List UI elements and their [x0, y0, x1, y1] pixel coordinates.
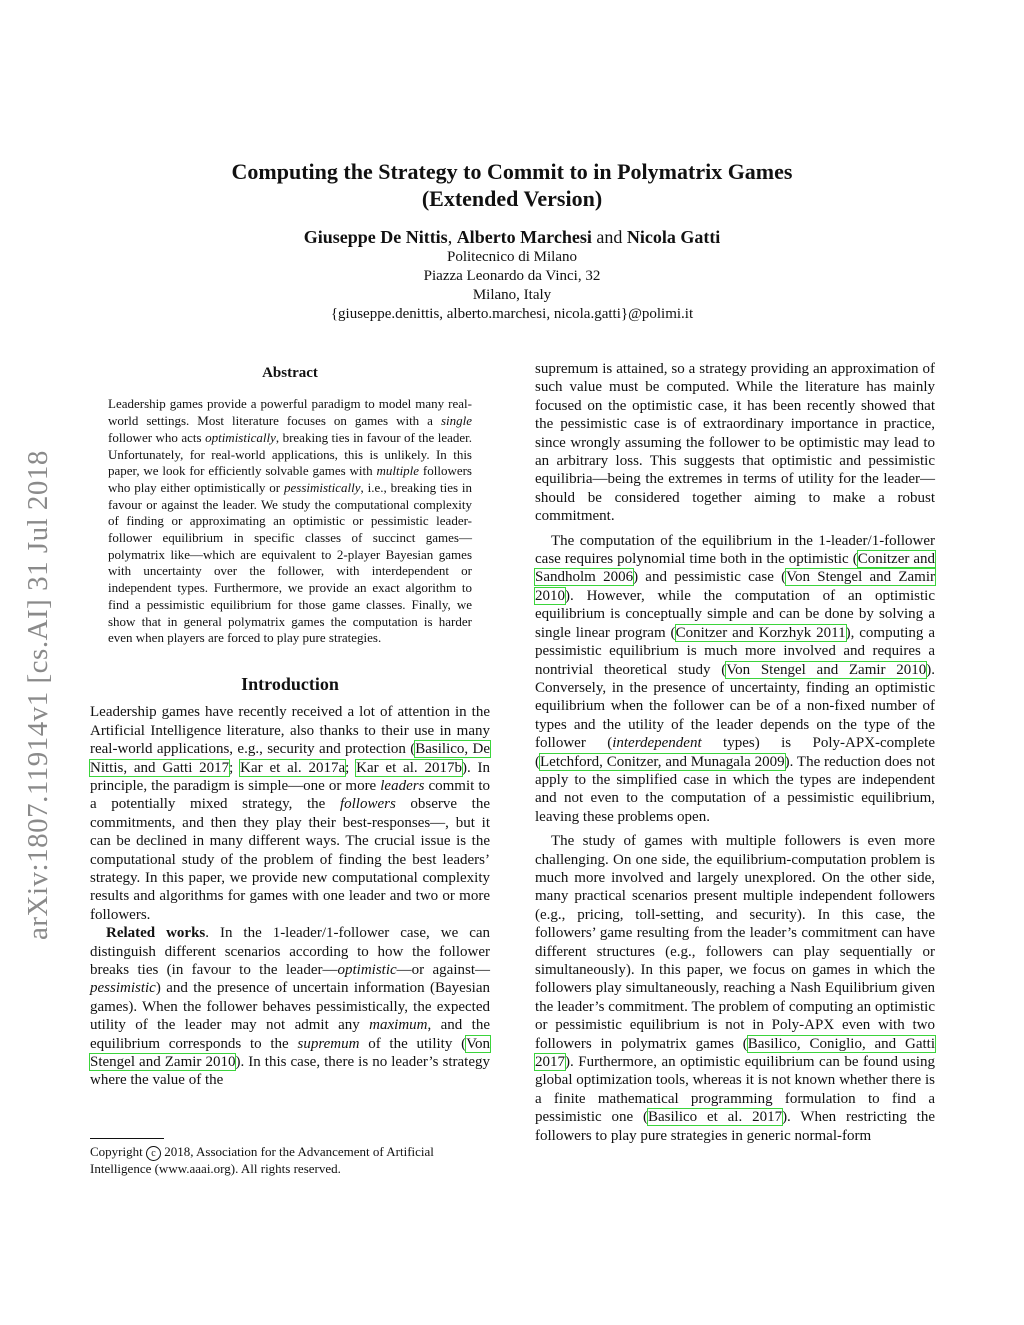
body-emph: optimistic: [337, 962, 397, 979]
affiliation-line-3: Milano, Italy: [472, 287, 552, 303]
citation-link[interactable]: Letchford, Conitzer, and Munagala 2009: [540, 753, 785, 770]
body-text: of the utility (: [359, 1035, 467, 1052]
author-and: and: [591, 227, 627, 247]
abstract-emph: multiple: [376, 463, 420, 479]
body-text: ). However, while the computation of an optimistic equilibrium is conceptually simple and can be done by solving a single linear program (: [535, 587, 935, 641]
abstract-text: , breaking ties in favour of the leader. Unfortunately, for real-world applications, this is unlikely. In this paper, we look for efficiently solvable games with: [108, 429, 473, 479]
body-text: ;: [345, 759, 357, 776]
left-column: [90, 360, 490, 1090]
body-text: observe the commitments, and then they play their best-responses—, but it can be declined in many different ways. The crucial issue is the computational study of the problem of finding the best leaders’ strategy. In this paper, we provide new computational complexity results and algorithms for games with one leader and two or more followers.: [90, 796, 490, 923]
body-emph: pessimistic: [90, 980, 156, 997]
citation-link[interactable]: Basilico, Coniglio, and Gatti 2017: [535, 1035, 935, 1071]
citation-link[interactable]: Kar et al. 2017a: [240, 759, 346, 776]
abstract-emph: optimistically: [205, 429, 276, 445]
abstract-text: followers who play either optimistically or: [108, 463, 472, 495]
citation-link[interactable]: Von Stengel and Zamir 2010: [726, 661, 927, 678]
footnote-text: 2018, Association for the Advancement of Artificial Intelligence (www.aaai.org). All rights reserved.: [90, 1144, 434, 1176]
citation-link[interactable]: Conitzer and Korzhyk 2011: [675, 624, 846, 641]
copyright-icon: c: [146, 1146, 161, 1161]
citation-link[interactable]: Kar et al. 2017b: [356, 759, 462, 776]
introduction-heading: Introduction: [241, 673, 339, 694]
body-text: ). When restricting the followers to play pure strategies in generic normal-form: [535, 1109, 935, 1144]
affiliation-line-2: Piazza Leonardo da Vinci, 32: [423, 268, 601, 284]
body-text: The study of games with multiple followers is even more challenging. On one side, the equilibrium-computation problem is much more involved and largely unexplored. On the other side, many practical scenarios present multiple independent followers (e.g., pricing, toll-setting, and security). In this case, the followers’ game resulting from the leader’s commitment can have different structures (e.g., followers can play sequentially or simultaneously). In this paper, we focus on games in which the followers play simultaneously, reaching a Nash Equilibrium given the leader’s commitment. The problem of computing an optimistic or pessimistic equilibrium is not in Poly-APX even with two followers in polymatrix games (: [535, 833, 935, 1052]
author-3: Nicola Gatti: [626, 227, 721, 247]
body-text: ), computing a pessimistic equilibrium is much more involved and requires a nontrivial theoretical study (: [535, 624, 935, 678]
body-text: commit to a potentially mixed strategy, the: [90, 777, 491, 813]
body-text: types) is Poly-APX-complete (: [535, 735, 935, 770]
run-in-heading: Related works: [106, 925, 206, 942]
body-text: The computation of the equilibrium in the 1-leader/1-follower case requires polynomial time both in the optimistic (: [535, 532, 935, 568]
body-text: ). In this case, there is no leader’s strategy where the value of the: [90, 1054, 490, 1089]
body-text: ;: [229, 759, 241, 776]
affiliation-line-1: Politecnico di Milano: [447, 249, 577, 265]
right-column: [535, 360, 935, 1145]
body-emph: maximum: [369, 1017, 428, 1034]
abstract-heading: Abstract: [262, 365, 318, 381]
title-line-1: Computing the Strategy to Commit to in Polymatrix Games: [231, 159, 793, 184]
title-line-2: (Extended Version): [421, 186, 603, 211]
body-text: ). In principle, the paradigm is simple—one or more: [90, 759, 491, 794]
right-paragraph-3: [535, 832, 935, 1145]
intro-paragraph-1: [90, 703, 490, 924]
arxiv-identifier-stamp: arXiv:1807.11914v1 [cs.AI] 31 Jul 2018: [22, 450, 54, 940]
body-text: , and the equilibrium corresponds to the: [90, 1017, 490, 1052]
right-paragraph-2: [535, 532, 935, 827]
abstract-emph: single: [440, 413, 472, 429]
citation-link[interactable]: Von Stengel and Zamir 2010: [535, 569, 936, 604]
abstract-text: , i.e., breaking ties in favour or against the leader. We study the computational complexity of finding or approximating an optimistic or pessimistic leader-follower equilibrium in specific classes of succinct games—polymatrix like—which are equivalent to 2-player Bayesian games with uncertainty over the follower, with interdependent or independent types. Furthermore, we provide an exact algorithm to find a pessimistic equilibrium for those game classes. Finally, we show that in general polymatrix games the computation is harder even when players are forced to play pure strategies.: [108, 479, 472, 646]
abstract-text: follower who acts: [108, 429, 206, 445]
paper-header: [150, 158, 874, 324]
footnote-prefix: Copyright: [90, 1144, 146, 1159]
right-paragraph-1: supremum is attained, so a strategy providing an approximation of such value must be computed. While the literature has mainly focused on the optimistic case, it has been recently showed that the pessimistic case is of extraordinary importance in practice, since wrongly assuming the follower to be optimistic may lead to an arbitrary loss. This suggests that optimistic and pessimistic equilibria—being the extremes in terms of utility for the leader—should be considered together aiming to make a robust commitment.: [535, 361, 935, 525]
body-text: . In the 1-leader/1-follower case, we can distinguish different scenarios according to how the follower breaks ties (in favour to the leader—: [90, 925, 491, 979]
copyright-footnote: [90, 1138, 490, 1178]
abstract-emph: pessimistically: [283, 479, 361, 495]
body-text: ). The reduction does not apply to the simplified case in which the types are independent and not even to the computation of a pessimistic equilibrium, leaving these problems open.: [535, 753, 935, 825]
citation-link[interactable]: Basilico, De Nittis, and Gatti 2017: [90, 741, 490, 776]
body-text: —or against—: [396, 962, 491, 979]
body-emph: followers: [339, 796, 396, 813]
body-emph: interdependent: [612, 735, 702, 752]
body-emph: supremum: [297, 1035, 360, 1052]
author-2: Alberto Marchesi: [456, 227, 592, 247]
abstract-body: [108, 396, 472, 647]
citation-link[interactable]: Von Stengel and Zamir 2010: [90, 1035, 491, 1071]
intro-paragraph-2: [90, 924, 490, 1090]
body-text: ) and the presence of uncertain information (Bayesian games). When the follower behaves pessimistically, the expected utility of the leader may not admit any: [90, 980, 490, 1034]
body-emph: leaders: [380, 777, 425, 794]
abstract-text: Leadership games provide a powerful paradigm to model many real-world settings. Most literature focuses on games with a: [108, 396, 472, 429]
author-emails: {giuseppe.denittis, alberto.marchesi, nicola.gatti}@polimi.it: [330, 306, 694, 322]
paper-title: [150, 158, 874, 212]
body-text: ). Furthermore, an optimistic equilibrium can be found using global optimization tools, whereas it is not known whether there is a finite mathematical programming formulation to find a pessimistic one (: [535, 1054, 935, 1126]
author-list: [150, 226, 874, 248]
body-text: Leadership games have recently received a lot of attention in the Artificial Intelligence literature, also thanks to their use in many real-world applications, e.g., security and protection (: [90, 704, 490, 758]
footnote-rule: [90, 1138, 164, 1139]
author-separator: ,: [447, 227, 457, 247]
citation-link[interactable]: Basilico et al. 2017: [648, 1109, 783, 1126]
body-text: ). Conversely, in the presence of uncertainty, finding an optimistic equilibrium when the follower can be of a non-fixed number of types and the utility of the leader depends on the type of the follower (: [535, 661, 935, 752]
body-text: ) and pessimistic case (: [633, 569, 787, 586]
author-1: Giuseppe De Nittis: [303, 227, 448, 247]
citation-link[interactable]: Conitzer and Sandholm 2006: [535, 551, 936, 586]
